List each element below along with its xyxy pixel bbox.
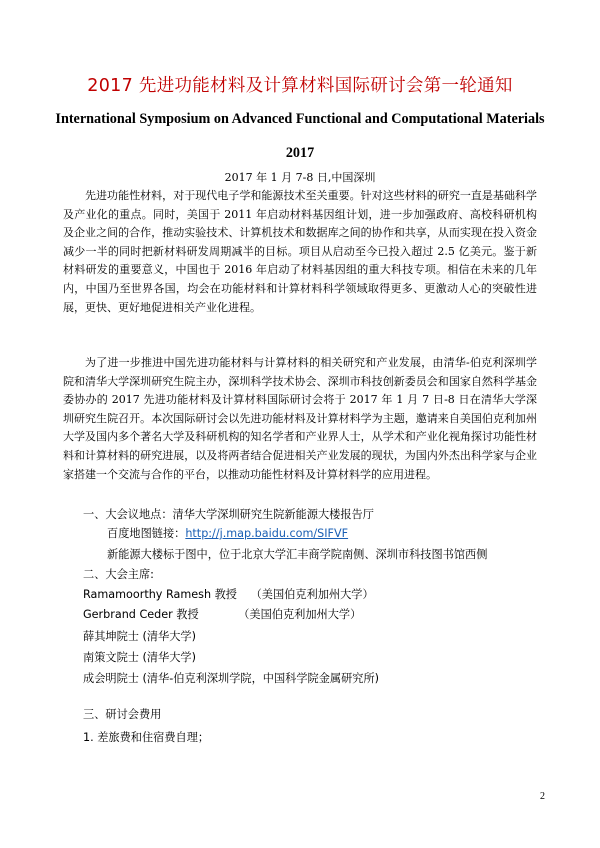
- venue-note: 新能源大楼标于图中，位于北京大学汇丰商学院南侧、深圳市科技图书馆西侧: [107, 548, 488, 561]
- purpose-paragraph: 为了进一步推进中国先进功能材料与计算材料的相关研究和产业发展，由清华-伯克利深圳学院和清华大学深圳研究生院主办，深圳科学技术协会、深圳市科技创新委员会和国家自然科学基金委协办的 2017 先进功能材料及计算材料国际研讨会将于 2017 年 1 月 7 日-8 日在清华大学深圳研究生院召开。本次国际研讨会以先进功能材料及计算材料学为主题，邀请来自美国伯克利加州大学及国内多个著名大学及科研机构的知名学者和产业界人士，从学术和产业化视角探讨功能性材料和计算材料的研究进展，以及将两者结合促进相关产业发展的现状，为国内外杰出科学家与企业家搭建一个交流与合作的平台，以推动功能性材料及计算材料学的应用进程。: [63, 356, 537, 481]
- map-link-line: [107, 527, 348, 541]
- chair-name: Gerbrand Ceder 教授: [83, 608, 199, 621]
- chair-item: 南策文院士 (清华大学): [83, 651, 196, 664]
- venue-heading: 一、大会议地点：清华大学深圳研究生院新能源大楼报告厅: [83, 508, 374, 521]
- chair-item: 薛其坤院士 (清华大学): [83, 630, 196, 643]
- fees-heading: 三、研讨会费用: [83, 708, 162, 721]
- map-link[interactable]: http://j.map.baidu.com/SIFVF: [185, 527, 349, 540]
- chair-affiliation: （美国伯克利加州大学）: [250, 588, 374, 601]
- chair-item: 成会明院士 (清华-伯克利深圳学院，中国科学院金属研究所): [83, 672, 380, 685]
- chair-item: [83, 608, 361, 622]
- chair-name: Ramamoorthy Ramesh 教授: [83, 588, 237, 601]
- page-number: 2: [540, 791, 545, 802]
- page-title: 2017 先进功能材料及计算材料国际研讨会第一轮通知: [87, 76, 513, 96]
- map-link-label: 百度地图链接：: [107, 527, 186, 540]
- fee-item: 1. 差旅费和住宿费自理；: [83, 731, 210, 744]
- intro-paragraph: 先进功能性材料，对于现代电子学和能源技术至关重要。针对这些材料的研究一直是基础科学及产业化的重点。同时，美国于 2011 年启动材料基因组计划，进一步加强政府、高校科研机构及企业之间的合作，推动实验技术、计算机技术和数据库之间的协作和共享，从而实现在投入资金减少一半的同时把新材料研发周期减半的目标。项目从启动至今已投入超过 2.5 亿美元。鉴于新材料研发的重要意义，中国也于 2016 年启动了材料基因组的重大科技专项。相信在未来的几年内，中国乃至世界各国，均会在功能材料和计算材料科学领域取得更多、更激动人心的突破性进展，更快、更好地促进相关产业化进程。: [63, 189, 537, 314]
- chair-item: [83, 588, 374, 602]
- chairs-heading: 二、大会主席:: [83, 568, 154, 581]
- date-location: 2017 年 1 月 7-8 日,中国深圳: [224, 171, 376, 184]
- english-title: International Symposium on Advanced Functional and Computational Materials: [55, 111, 545, 127]
- title-year: 2017: [285, 145, 315, 161]
- chair-affiliation: （美国伯克利加州大学）: [238, 608, 362, 621]
